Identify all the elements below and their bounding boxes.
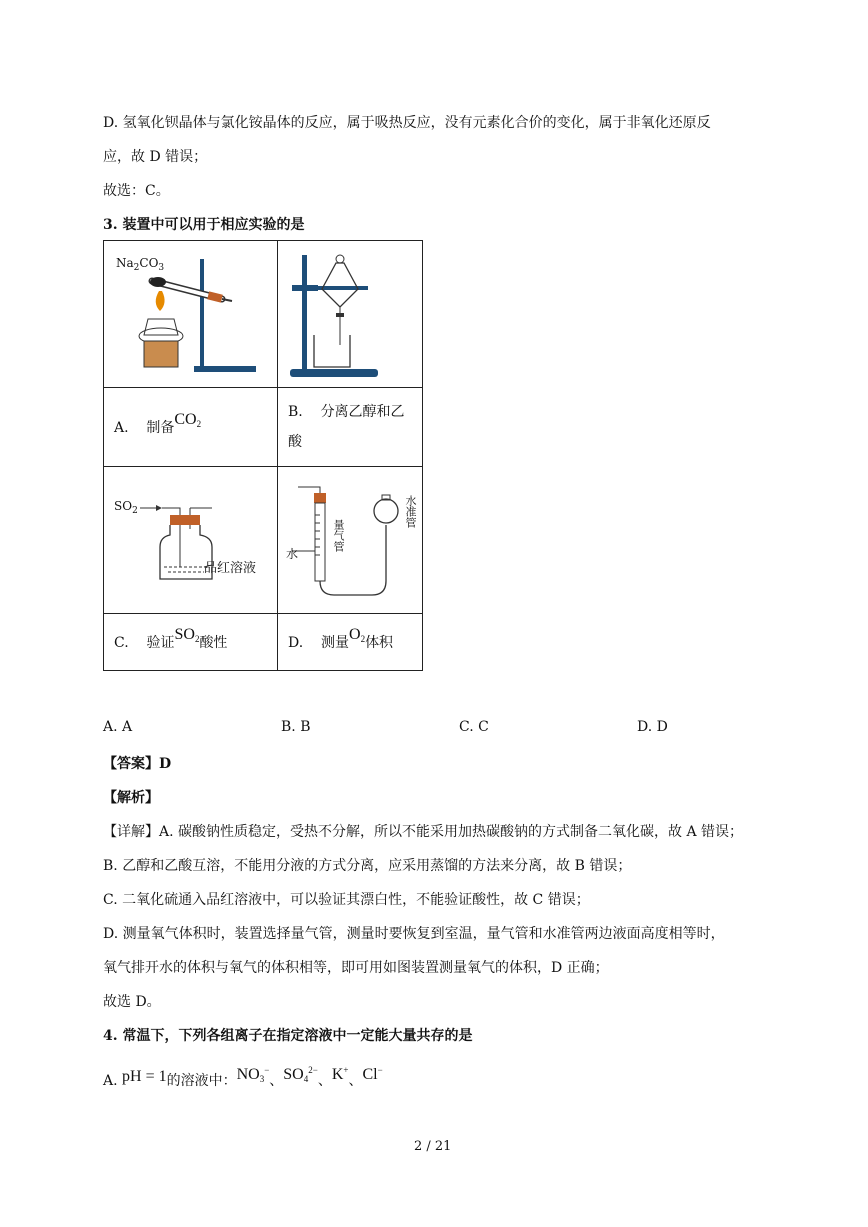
detail-line-1: 【详解】A. 碳酸钠性质稳定，受热不分解，所以不能采用加热碳酸钠的方式制备二氧化碳，故 A 错误； [103, 824, 744, 840]
co2-formula: $CO_2$ [174, 411, 202, 429]
question-4-stem: 4. 常温下，下列各组离子在指定溶液中一定能大量共存的是 [103, 1028, 473, 1044]
cell-b-label: B. 分离乙醇和乙 酸 [278, 388, 423, 467]
page-number: 2 / 21 [414, 1139, 452, 1154]
question-4-option-a: A. pH = 1的溶液中：$NO_3^-$、$SO_4^{2-}$、K+、Cl− [103, 1065, 383, 1089]
leveling-tube-label: 水准管 [404, 495, 417, 528]
question-3-stem: 3. 装置中可以用于相应实验的是 [103, 217, 305, 233]
detail-line-2: B. 乙醇和乙酸互溶，不能用分液的方式分离，应采用蒸馏的方法来分离，故 B 错误； [103, 858, 632, 874]
gas-burette-figure [278, 467, 422, 613]
cell-b-image [278, 241, 423, 388]
intro-line-1: D. 氢氧化钡晶体与氯化铵晶体的反应，属于吸热反应，没有元素化合价的变化，属于非氧化还原反 [103, 115, 711, 131]
detail-line-5: 氧气排开水的体积与氧气的体积相等，即可用如图装置测量氧气的体积，D 正确； [103, 960, 609, 976]
sodium-carbonate-label: $Na_2CO_3$ [116, 256, 165, 273]
option-c: C. C [459, 719, 489, 735]
gas-burette-label: 量气管 [332, 519, 345, 552]
option-d: D. D [637, 719, 668, 735]
intro-line-2: 应，故 D 错误； [103, 149, 208, 165]
cell-c-image [104, 467, 278, 614]
so2-formula: $SO_2$ [174, 626, 200, 644]
option-b: B. B [281, 719, 311, 735]
water-label: 水 [286, 547, 299, 561]
cell-d-image [278, 467, 423, 614]
cell-d-label: D. 测量$O_2$体积 [278, 614, 423, 671]
gas-washing-bottle-figure [104, 467, 277, 613]
separatory-funnel-figure [278, 241, 422, 387]
option-a: A. A [103, 719, 133, 735]
detail-line-3: C. 二氧化硫通入品红溶液中，可以验证其漂白性，不能验证酸性，故 C 错误； [103, 892, 590, 908]
cell-a-label: A. 制备$CO_2$ [104, 388, 278, 467]
detail-line-4: D. 测量氧气体积时，装置选择量气管，测量时要恢复到室温，量气管和水准管两边液面高度相等时， [103, 926, 725, 942]
answer-label: 【答案】D [103, 756, 172, 772]
cell-c-label: C. 验证$SO_2$酸性 [104, 614, 278, 671]
analysis-title: 【解析】 [103, 790, 159, 806]
apparatus-table [103, 240, 423, 671]
detail-line-6: 故选 D。 [103, 994, 161, 1010]
cell-a-image [104, 241, 278, 388]
so2-inlet-label: $SO_2$ [114, 499, 138, 516]
intro-line-3: 故选：C。 [103, 183, 170, 199]
fuchsin-solution-label: 品红溶液 [204, 561, 257, 576]
o2-formula: $O_2$ [349, 626, 366, 644]
